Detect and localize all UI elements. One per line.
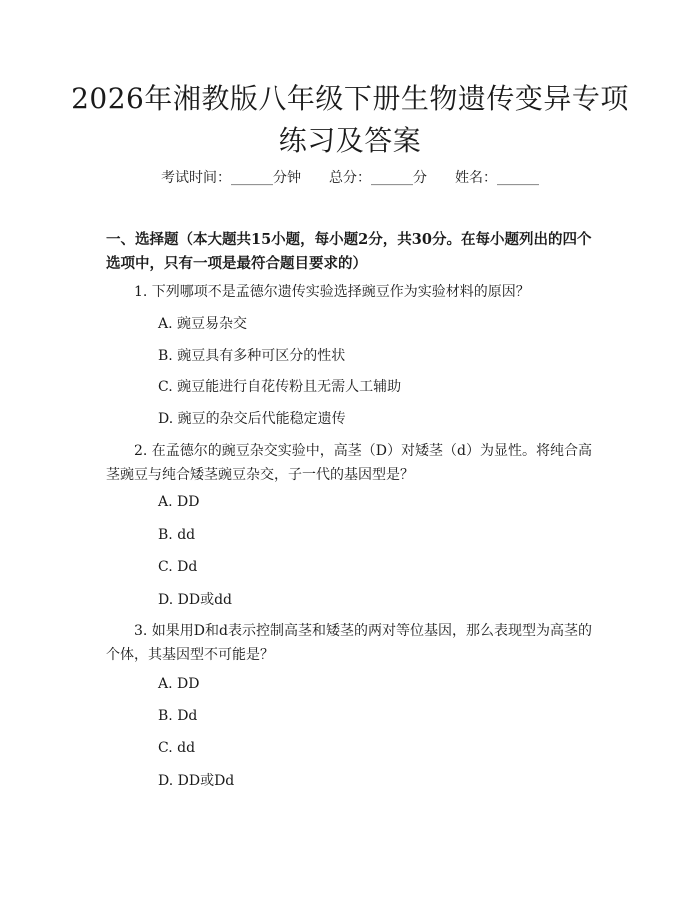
document-title xyxy=(60,78,640,162)
question-1-option-d: D. 豌豆的杂交后代能稳定遗传 xyxy=(158,411,346,427)
title-line-1: 2026年湘教版八年级下册生物遗传变异专项 xyxy=(71,82,629,115)
question-3-option-b: B. Dd xyxy=(158,708,198,724)
question-3-option-d: D. DD或Dd xyxy=(158,773,235,789)
question-1-option-a: A. 豌豆易杂交 xyxy=(158,316,248,332)
question-2-option-c: C. Dd xyxy=(158,559,198,575)
question-3-option-c: C. dd xyxy=(158,740,196,756)
question-1-option-c: C. 豌豆能进行自花传粉且无需人工辅助 xyxy=(158,379,402,395)
question-2-option-b: B. dd xyxy=(158,527,196,543)
question-1-option-b: B. 豌豆具有多种可区分的性状 xyxy=(158,348,346,364)
total-score-label: 总分：______分 xyxy=(329,170,427,186)
question-2-option-a: A. DD xyxy=(158,494,200,510)
question-3-option-a: A. DD xyxy=(158,676,200,692)
question-3-stem: 3. 如果用D和d表示控制高茎和矮茎的两对等位基因，那么表现型为高茎的个体，其基因型不可能是？ xyxy=(106,623,592,663)
exam-meta xyxy=(0,168,700,188)
title-line-2: 练习及答案 xyxy=(278,124,422,157)
student-name-label: 姓名：______ xyxy=(455,170,539,186)
question-1-stem: 1. 下列哪项不是孟德尔遗传实验选择豌豆作为实验材料的原因？ xyxy=(134,284,530,300)
section-heading: 一、选择题（本大题共15小题，每小题2分，共30分。在每小题列出的四个选项中，只有一项是最符合题目要求的） xyxy=(106,231,592,272)
exam-time-label: 考试时间：______分钟 xyxy=(161,170,301,186)
question-2-stem: 2. 在孟德尔的豌豆杂交实验中，高茎（D）对矮茎（d）为显性。将纯合高茎豌豆与纯合矮茎豌豆杂交，子一代的基因型是？ xyxy=(106,443,592,483)
question-2-option-d: D. DD或dd xyxy=(158,592,232,608)
